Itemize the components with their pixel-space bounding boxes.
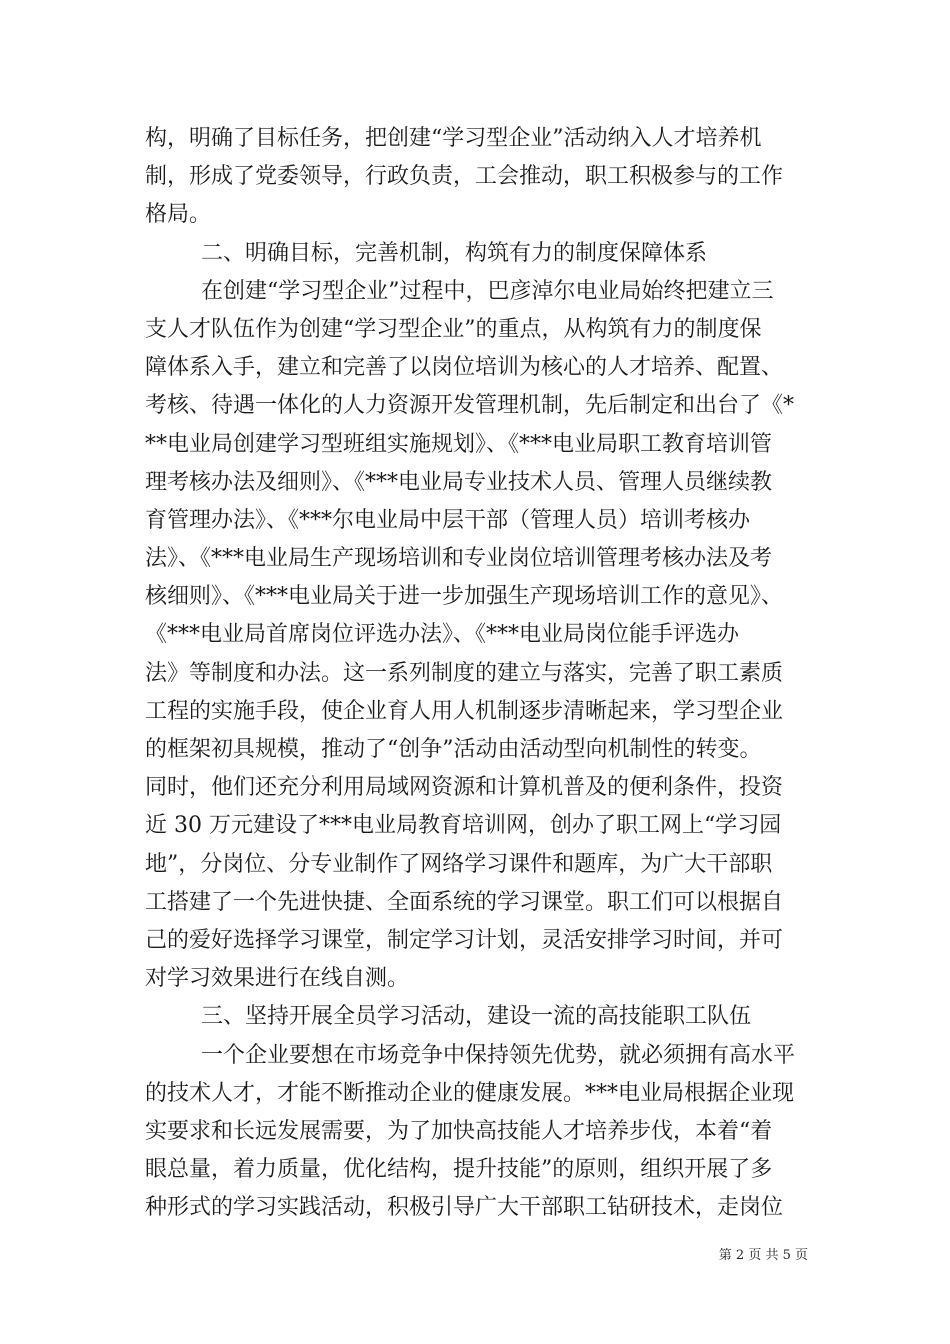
text-line: 三、坚持开展全员学习活动，建设一流的高技能职工队伍 (201, 1004, 752, 1030)
text-line: 的框架初具规模，推动了“创争”活动由活动型向机制性的转变。 (145, 737, 762, 762)
text-line: 构，明确了目标任务，把创建“学习型企业”活动纳入人才培养机 (145, 126, 762, 151)
text-line: 一个企业要想在市场竞争中保持领先优势，就必须拥有高水平 (201, 1042, 796, 1068)
text-line: 障体系入手，建立和完善了以岗位培训为核心的人才培养、配置、 (145, 355, 784, 381)
text-line: 法》、《***电业局生产现场培训和专业岗位培训管理考核办法及考 (145, 546, 773, 572)
text-line: 二、明确目标，完善机制，构筑有力的制度保障体系 (201, 240, 708, 266)
text-line: 工程的实施手段，使企业育人用人机制逐步清晰起来，学习型企业 (145, 698, 784, 724)
text-line: 在创建“学习型企业”过程中，巴彦淖尔电业局始终把建立三 (201, 278, 774, 304)
text-line: 地”，分岗位、分专业制作了网络学习课件和题库，为广大干部职 (145, 851, 773, 877)
body-text (145, 120, 810, 1227)
text-line: 《***电业局首席岗位评选办法》、《***电业局岗位能手评选办 (145, 622, 740, 648)
text-line: 己的爱好选择学习课堂，制定学习计划，灵活安排学习时间，并可 (145, 927, 784, 953)
text-line: 同时，他们还充分利用局域网资源和计算机普及的便利条件，投资 (145, 775, 784, 801)
text-line: 核细则》、《***电业局关于进一步加强生产现场培训工作的意见》、 (145, 584, 784, 610)
text-line: 眼总量，着力质量，优化结构，提升技能”的原则，组织开展了多 (145, 1157, 773, 1183)
text-line: 的技术人才，才能不断推动企业的健康发展。***电业局根据企业现 (145, 1080, 795, 1106)
text-line: 考核、待遇一体化的人力资源开发管理机制，先后制定和出台了《* (145, 393, 795, 419)
text-line: 育管理办法》、《***尔电业局中层干部（管理人员）培训考核办 (145, 507, 751, 533)
text-line: 工搭建了一个先进快捷、全面系统的学习课堂。职工们可以根据自 (145, 889, 784, 915)
text-line: 对学习效果进行在线自测。 (145, 966, 410, 992)
text-line: **电业局创建学习型班组实施规划》、《***电业局职工教育培训管 (145, 431, 773, 457)
text-line: 近 30 万元建设了***电业局教育培训网，创办了职工网上“学习园 (145, 813, 782, 839)
text-line: 种形式的学习实践活动，积极引导广大干部职工钻研技术，走岗位 (145, 1195, 784, 1221)
text-line: 制，形成了党委领导，行政负责，工会推动，职工积极参与的工作 (145, 164, 784, 190)
text-line: 法》等制度和办法。这一系列制度的建立与落实，完善了职工素质 (145, 660, 784, 686)
text-line: 理考核办法及细则》、《***电业局专业技术人员、管理人员继续教 (145, 469, 773, 495)
text-line: 实要求和长远发展需要，为了加快高技能人才培养步伐，本着“着 (145, 1118, 773, 1144)
page-number: 第 2 页 共 5 页 (718, 1248, 808, 1263)
text-line: 格局。 (145, 202, 212, 228)
text-line: 支人才队伍作为创建“学习型企业”的重点，从构筑有力的制度保 (145, 316, 762, 342)
